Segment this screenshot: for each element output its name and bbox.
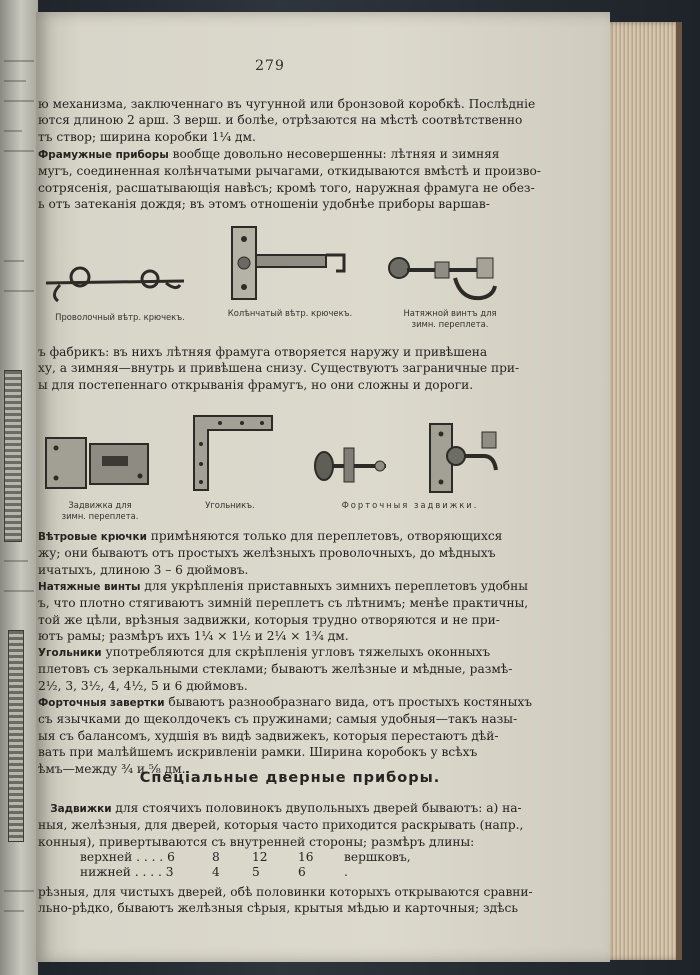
section-mortise-latches: рѣзныя, для чистыхъ дверей, обѣ половинки которыхъ открываются сравни- льно-рѣдко, бываютъ желѣзныя сѣрыя, крытыя мѣдью и карточныя; здѣсь xyxy=(38,885,533,916)
keyword: Задвижки xyxy=(50,803,112,815)
sizes-row-lower: нижней . . . . 3 4 5 6 . xyxy=(80,865,348,879)
section-corners: Угольники употребляются для скрѣпленія угловъ тяжелыхъ оконныхъ плетовъ съ зеркальными стеклами; бываютъ желѣзные и мѣдные, размѣ- 2½, 3, 3½, 4, 4½, 5 и 6 дюймовъ. xyxy=(38,645,513,693)
sizes-row-upper: верхней . . . . 6 8 12 16 вершковъ, xyxy=(80,850,411,864)
casement-latch-figure xyxy=(426,420,506,496)
paragraph-factory: ъ фабрикъ: въ нихъ лѣтняя фрамуга отворяется наружу и привѣшена ху, а зимняя—внутрь и привѣшена снизу. Существуютъ заграничные при- ы для постепеннаго открыванія фрамугъ, но они сложны и дороги. xyxy=(38,345,520,392)
section-tension-screws: Натяжные винты для укрѣпленія приставныхъ зимнихъ переплетовъ удобны ъ, что плотно стягиваютъ зимній переплетъ съ лѣтнимъ; менѣе практичны, той же цѣли, врѣзныя задвижки, которыя трудно отворяются и не при- ютъ рамы; размѣръ ихъ 1¼ × 1½ и 2¼ × 1¾ дм. xyxy=(38,579,529,644)
paragraph-mechanism: ю механизма, заключеннаго въ чугунной или бронзовой коробкѣ. Послѣдніе ются длиною 2 арш. 3 верш. и болѣе, отрѣзаются на мѣстѣ соотвѣтственно тъ створ; ширина коробки 1¼ дм. xyxy=(38,97,536,144)
caption-elbow-hook: Колѣнчатый вѣтр. крючекъ. xyxy=(227,308,353,318)
window-turnbuckle-figure xyxy=(312,440,392,490)
keyword: Натяжные винты xyxy=(38,581,141,593)
left-facing-page xyxy=(0,0,38,975)
caption-latch: Задвижка для зимн. переплета. xyxy=(61,500,139,521)
section-wind-hooks: Вѣтровые крючки примѣняются только для переплетовъ, отворяющихся жу; они бываютъ отъ простыхъ желѣзныхъ проволочныхъ, до мѣдныхъ ичатыхъ, длиною 3 – 6 дюймовъ. xyxy=(38,529,503,577)
keyword: Угольники xyxy=(38,647,102,659)
keyword: Форточныя завертки xyxy=(38,697,165,709)
page-number: 279 xyxy=(255,58,285,74)
section-window-latches: Форточныя завертки бываютъ разнообразнаго вида, отъ простыхъ костяныхъ съ язычками до щеколдочекъ съ пружинами; самыя удобныя—такъ назы- ыя съ балансомъ, худшія въ видѣ задвижекъ, которыя перестаютъ дѣй- вать при малѣйшемъ искривленіи рамки. Ширина коробокъ у всѣхъ ѣмъ—между ¾ и ⁵⁄₈ дм. xyxy=(38,695,532,776)
caption-corner: Угольникъ. xyxy=(205,500,255,510)
left-page-figure-lower xyxy=(8,630,24,842)
corner-bracket-figure xyxy=(190,412,276,492)
page-edges xyxy=(604,22,682,960)
caption-tension-screw: Натяжной винтъ для зимн. переплета. xyxy=(403,308,497,329)
tension-screw-figure xyxy=(385,248,505,308)
section-heading: Спеціальные дверные приборы. xyxy=(139,770,441,786)
window-latch-figure xyxy=(44,432,154,494)
caption-window-latches: Форточныя задвижки. xyxy=(341,500,479,510)
wire-hook-figure xyxy=(40,255,190,305)
keyword: Вѣтровые крючки xyxy=(38,531,147,543)
caption-wire-hook: Проволочный вѣтр. крючекъ. xyxy=(55,312,185,322)
latch-sizes-table xyxy=(80,850,520,880)
keyword: Фрамужные приборы xyxy=(38,149,169,161)
left-page-figure xyxy=(4,370,22,542)
elbow-hook-figure xyxy=(228,225,353,305)
section-door-latches: Задвижки для стоячихъ половинокъ двупольныхъ дверей бываютъ: а) на- ныя, желѣзныя, для дверей, которыя часто приходится раскрывать (напр., конныя), привертываются съ внутренней стороны; размѣръ длины: xyxy=(38,801,524,849)
paragraph-framuga: Фрамужные приборы вообще довольно несовершенны: лѣтняя и зимняя мугъ, соединенная колѣнчатыми рычагами, откидываются вмѣстѣ и произво- сотрясенія, расшатывающія навѣсъ; кромѣ того, наружная фрамуга не обез- ь отъ затеканія дождя; въ этомъ отношеніи удобнѣе приборы варшав- xyxy=(38,147,541,212)
